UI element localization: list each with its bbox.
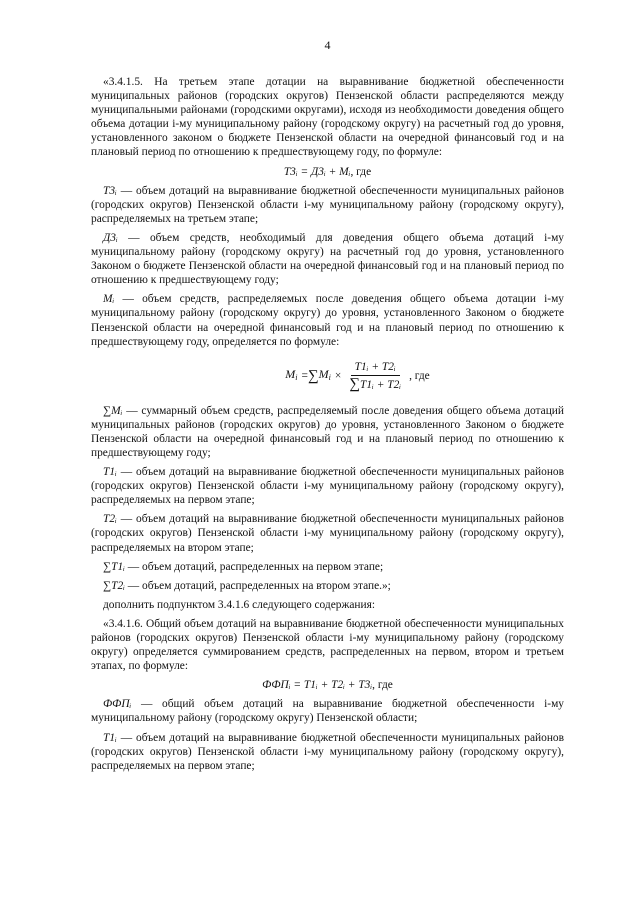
definition-t2-symbol: Т2ᵢ bbox=[103, 513, 117, 526]
section-3415-intro: «3.4.1.5. На третьем этапе дотации на выравнивание бюджетной обеспеченности муниципальных районов (городских округов) Пензенской области распределяются между муниципальными районами (городскими округами), исходя из необходимости доведения общего объема дотации i-му муниципальному району (городскому округу) на расчетный год до уровня, установленного законом о бюджете Пензенской области на очередной финансовый год и на плановый период по отношению к предшествующему году, по формуле: bbox=[91, 76, 564, 159]
formula-ffp-suffix: , где bbox=[372, 679, 393, 692]
page-number: 4 bbox=[324, 38, 331, 52]
definition-m-symbol: Mᵢ bbox=[103, 293, 115, 306]
formula-m-denominator: ∑Т1ᵢ + Т2ᵢ bbox=[349, 375, 402, 392]
definition-ffp bbox=[91, 697, 564, 725]
definition-t1-symbol: Т1ᵢ bbox=[103, 466, 117, 479]
formula-t3-expression: Т3ᵢ = Д3ᵢ + Mᵢ bbox=[283, 165, 351, 178]
formula-t3-suffix: , где bbox=[350, 165, 372, 178]
definition-sum-m bbox=[91, 404, 564, 460]
formula-m-times: × bbox=[334, 369, 342, 382]
definition-t1-second bbox=[91, 731, 564, 773]
formula-t3 bbox=[91, 165, 564, 179]
definition-sum-t2-text: — объем дотаций, распределенных на втором этапе.»; bbox=[124, 579, 391, 592]
formula-m-sum-term: $M_i$ bbox=[318, 366, 331, 382]
amendment-text: дополнить подпунктом 3.4.1.6 следующего содержания: bbox=[103, 598, 375, 611]
definition-t2 bbox=[91, 512, 564, 554]
formula-m-lhs: $M_i$ bbox=[285, 366, 298, 382]
definition-t1-text: — объем дотаций на выравнивание бюджетной обеспеченности муниципальных районов (городских округов) Пензенской области i-му муниципальному району (городскому округу), распределяемых на первом этапе; bbox=[91, 466, 564, 507]
document-page bbox=[91, 0, 564, 905]
definition-t2-text: — объем дотаций на выравнивание бюджетной обеспеченности муниципальных районов (городских округов) Пензенской области i-му муниципальному району (городскому округу), распределяемых на втором этапе; bbox=[91, 513, 564, 554]
definition-sum-t2-symbol: ∑Т2ᵢ bbox=[103, 579, 125, 592]
definition-ffp-symbol: ФФПᵢ bbox=[103, 698, 132, 711]
formula-ffp-expression: ФФПᵢ = Т1ᵢ + Т2ᵢ + Т3ᵢ bbox=[262, 679, 373, 692]
definition-sum-m-text: — суммарный объем средств, распределяемый после доведения общего объема дотаций муниципальных районов (городских округов) до уровня, установленного Законом о бюджете Пензенской области на очередной финансовый год и на плановый период по отношению к предшествующему году; bbox=[91, 404, 564, 459]
definition-t3 bbox=[91, 184, 564, 226]
definition-t3-text: — объем дотаций на выравнивание бюджетной обеспеченности муниципальных районов (городских округов) Пензенской области i-му муниципальному району (городскому округу), распределяемых на третьем этапе; bbox=[91, 184, 564, 225]
definition-t1-second-text: — объем дотаций на выравнивание бюджетной обеспеченности муниципальных районов (городских округов) Пензенской области i-му муниципальному району (городскому округу), распределяемых на первом этапе; bbox=[91, 731, 564, 772]
sum-symbol: ∑ bbox=[307, 367, 319, 384]
formula-m-equals: = bbox=[301, 369, 308, 382]
definition-sum-t2 bbox=[91, 579, 564, 593]
definition-m bbox=[91, 292, 564, 348]
formula-ffp bbox=[91, 678, 564, 692]
definition-t3-symbol: Т3ᵢ bbox=[103, 184, 117, 197]
definition-t1 bbox=[91, 465, 564, 507]
formula-m-numerator: Т1ᵢ + Т2ᵢ bbox=[351, 360, 400, 376]
formula-m bbox=[151, 354, 564, 398]
document-body bbox=[91, 75, 564, 778]
section-3416-intro: «3.4.1.6. Общий объем дотаций на выравнивание бюджетной обеспеченности муниципальных районов (городских округов) Пензенской области i-му муниципальному району (городскому округу) определяется суммированием средств, распределенных на первом, втором и третьем этапах, по формуле: bbox=[91, 617, 564, 673]
definition-sum-t1-symbol: ∑Т1ᵢ bbox=[103, 560, 125, 573]
definition-d3-symbol: Д3ᵢ bbox=[103, 231, 118, 244]
definition-t1-second-symbol: Т1ᵢ bbox=[103, 731, 117, 744]
definition-m-text: — объем средств, распределяемых после доведения общего объема дотации i-му муниципальному району (городскому округу) до уровня, установленного Законом о бюджете Пензенской области на очередной финансовый год и на плановый период по отношению к предшествующему году, определяется по формуле: bbox=[91, 293, 564, 348]
definition-ffp-text: — общий объем дотаций на выравнивание бюджетной обеспеченности i-му муниципальному району (городскому округу) Пензенской области; bbox=[91, 698, 564, 725]
formula-m-fraction bbox=[345, 360, 405, 392]
definition-d3 bbox=[91, 231, 564, 287]
formula-m-suffix: , где bbox=[409, 369, 430, 382]
definition-d3-text: — объем средств, необходимый для доведения общего объема дотаций i-му муниципальному району (городскому округу) на расчетный год до уровня, установленного Законом о бюджете Пензенской области на очередной финансовый год и на плановый период по отношению к предшествующему году; bbox=[91, 231, 564, 287]
definition-sum-t1 bbox=[91, 560, 564, 574]
definition-sum-t1-text: — объем дотаций, распределенных на первом этапе; bbox=[124, 560, 384, 573]
definition-sum-m-symbol: ∑Mᵢ bbox=[103, 404, 123, 417]
